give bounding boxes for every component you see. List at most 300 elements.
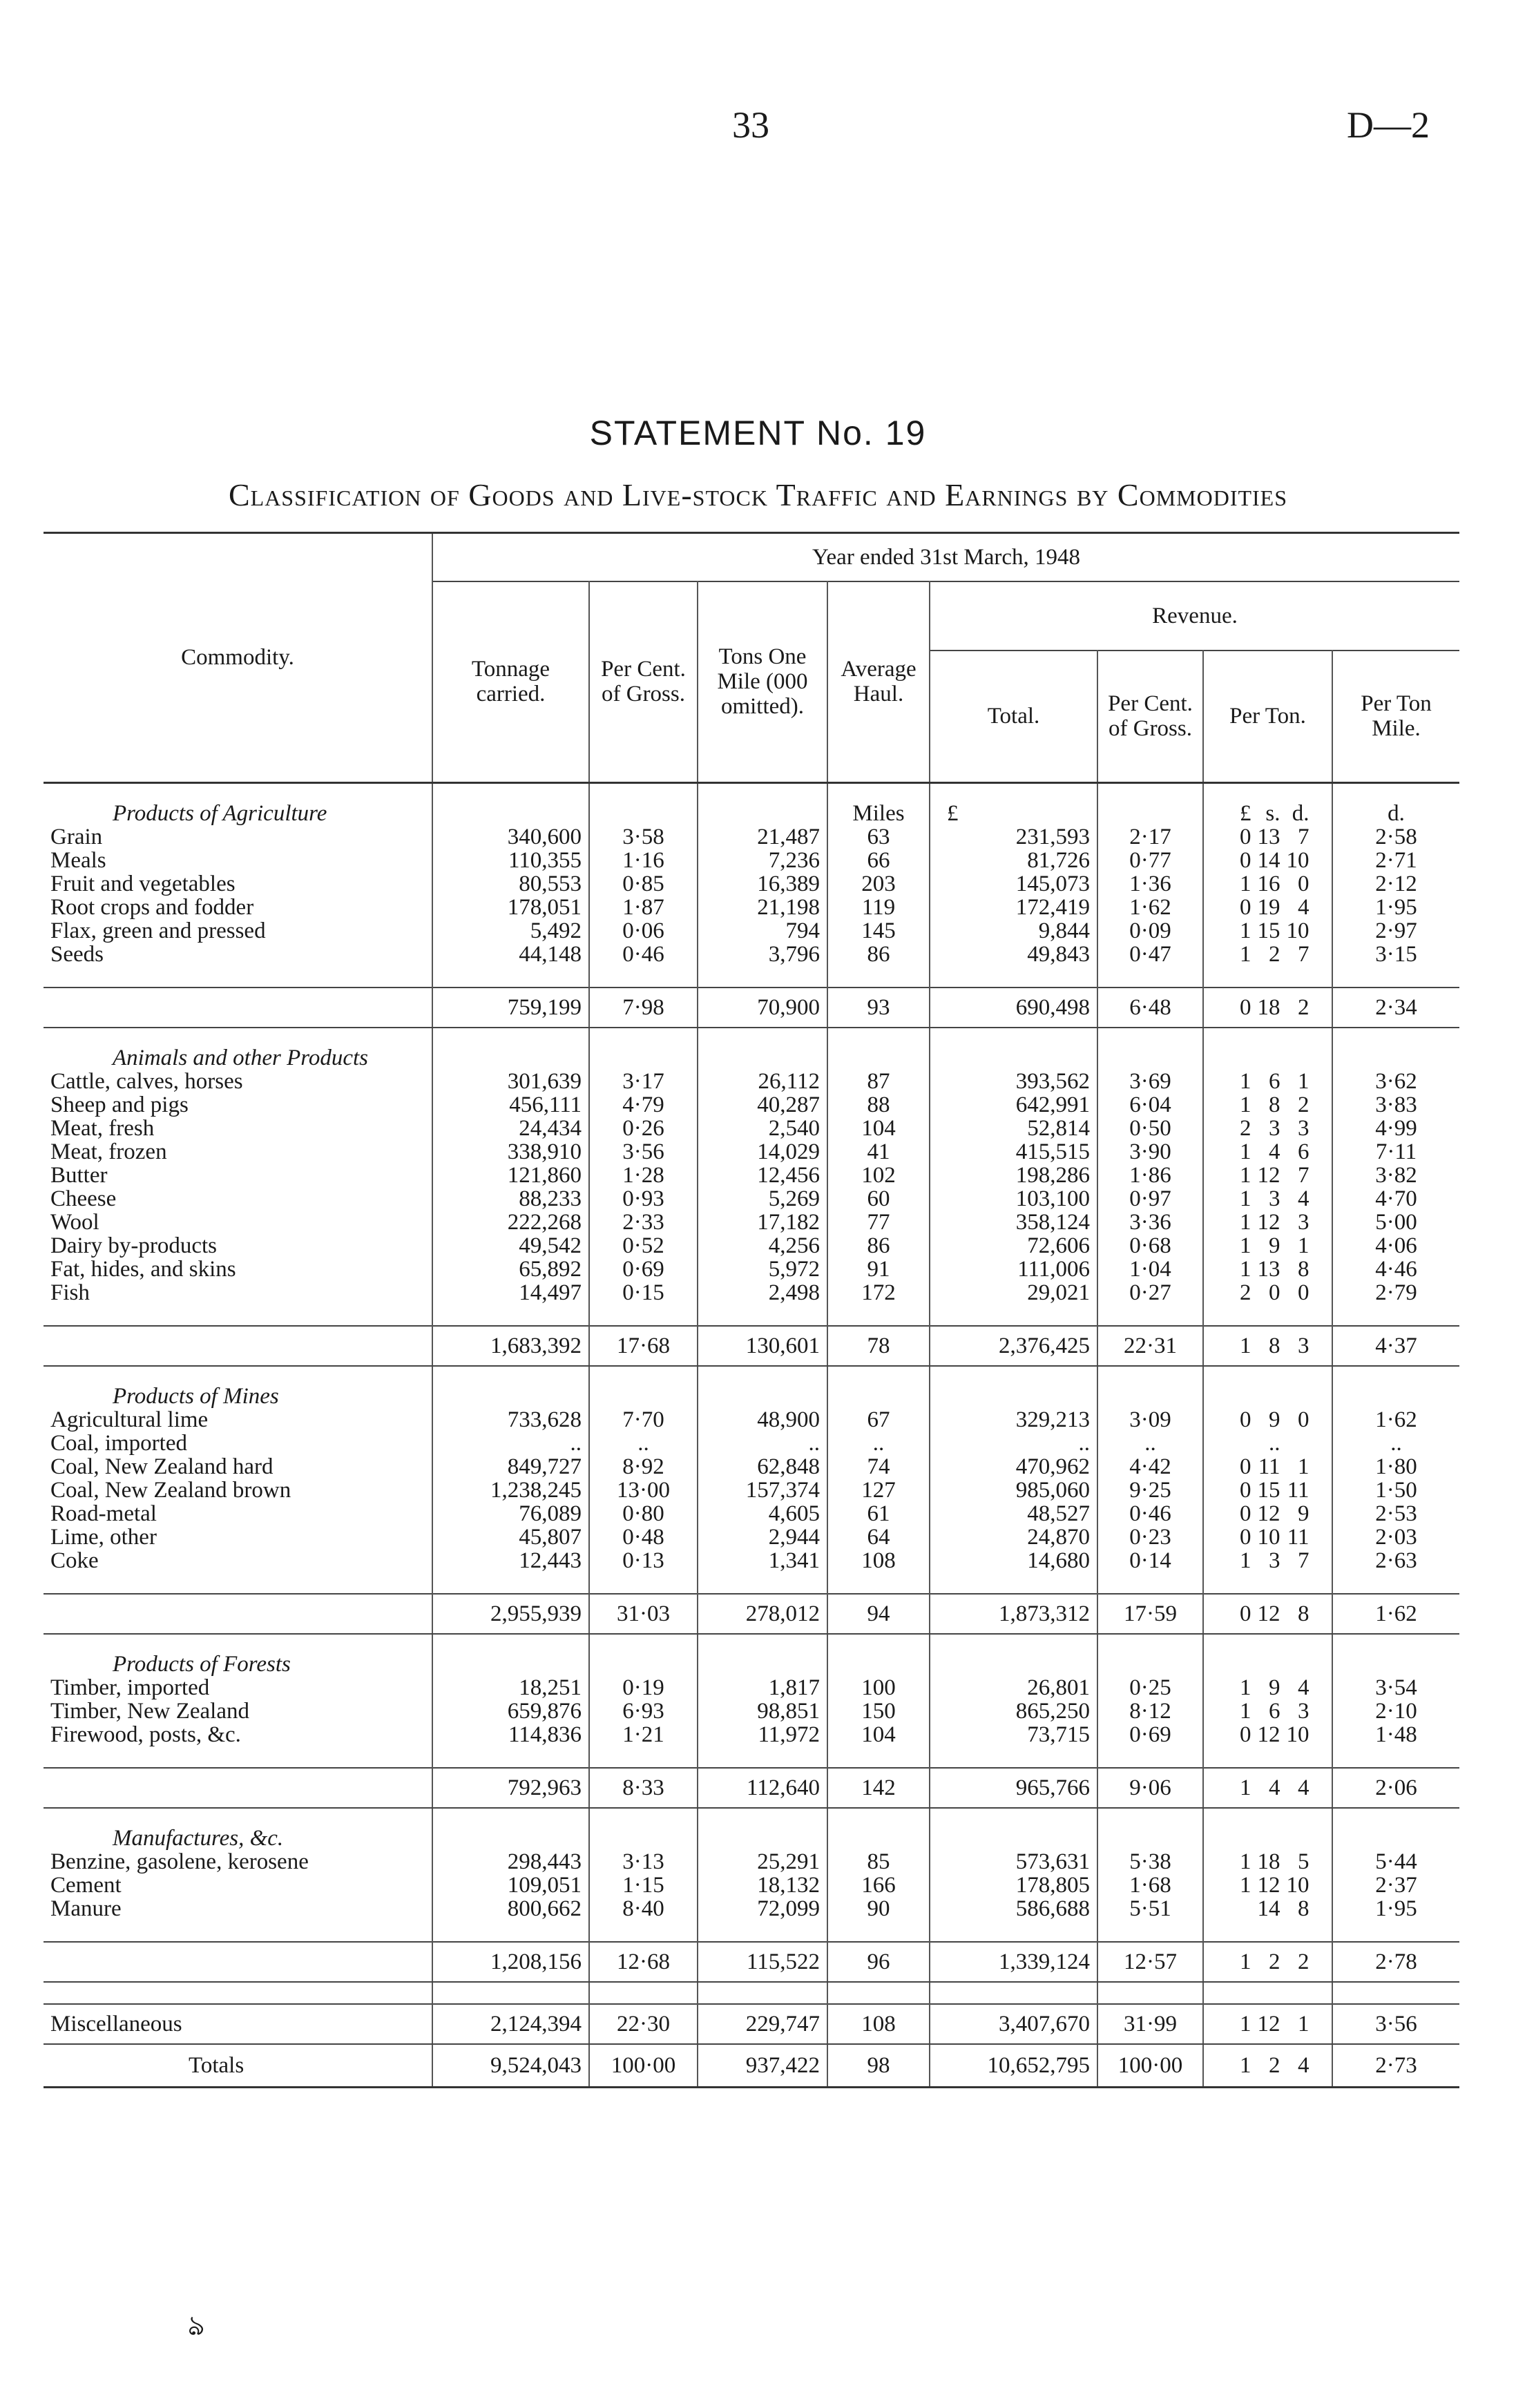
section-title: Manufactures, &c. [113, 1825, 284, 1850]
revenue-total-cell: 2,376,425 [930, 1326, 1097, 1366]
revenue-total-cell: 470,962 [930, 1455, 1097, 1478]
per-ton-cell [1203, 1117, 1332, 1140]
shillings-value: 2 [1269, 1949, 1280, 1974]
table-row [44, 872, 1459, 896]
tons-one-mile-cell: 115,522 [698, 1942, 827, 1982]
shillings-value: 12 [1257, 1601, 1280, 1626]
commodity-name: Fat, hides, and skins [50, 1257, 236, 1281]
unit-pounds: £ [930, 782, 1097, 825]
table-row [44, 1117, 1459, 1140]
per-cent-gross-cell: 3·56 [589, 1140, 698, 1164]
unit-miles: Miles [827, 782, 930, 825]
shillings-value: 6 [1269, 1069, 1280, 1093]
per-ton-mile-cell: 7·11 [1332, 1140, 1459, 1164]
per-cent-gross-cell: 8·40 [589, 1897, 698, 1920]
per-cent-gross-cell: 0·19 [589, 1676, 698, 1699]
average-haul-cell: 93 [827, 988, 930, 1028]
header-per-ton: Per Ton. [1203, 651, 1332, 782]
pounds-value: 1 [1240, 1210, 1251, 1234]
table-row [44, 1281, 1459, 1304]
per-ton-cell [1203, 1211, 1332, 1234]
pounds-value: 1 [1240, 1069, 1251, 1093]
unit-l: £ [1240, 800, 1251, 825]
commodity-cell [44, 1897, 432, 1920]
per-cent-gross-cell: 4·79 [589, 1093, 698, 1117]
revenue-per-cent-cell: 3·36 [1097, 1211, 1203, 1234]
commodity-name: Fruit and vegetables [50, 871, 236, 896]
tons-one-mile-cell: 48,900 [698, 1408, 827, 1432]
pounds-value: 1 [1240, 1548, 1251, 1572]
revenue-total-cell: 231,593 [930, 825, 1097, 849]
per-cent-gross-cell: 0·26 [589, 1117, 698, 1140]
tons-one-mile-cell: 5,269 [698, 1187, 827, 1211]
commodity-cell [44, 1502, 432, 1525]
miscellaneous-row [44, 2004, 1459, 2044]
commodity-name: Flax, green and pressed [50, 918, 266, 943]
revenue-per-cent-cell: 2·17 [1097, 825, 1203, 849]
per-ton-mile-cell: 2·71 [1332, 849, 1459, 872]
tons-one-mile-cell: 794 [698, 919, 827, 943]
header-tons-one-mile: Tons One Mile (000 omitted). [698, 581, 827, 782]
tonnage-cell: 456,111 [432, 1093, 589, 1117]
pounds-value [1227, 1432, 1251, 1455]
per-ton-cell [1203, 1768, 1332, 1808]
shillings-value: 10 [1257, 1525, 1280, 1549]
table-row [44, 1093, 1459, 1117]
revenue-per-cent-cell: 100·00 [1097, 2044, 1203, 2088]
per-cent-gross-cell: .. [589, 1432, 698, 1455]
unit-pence: d. [1332, 782, 1459, 825]
header-year: Year ended 31st March, 1948 [432, 533, 1459, 581]
pence-value: 1 [1298, 1069, 1309, 1093]
table-row [44, 896, 1459, 919]
subtotal-row [44, 1594, 1459, 1634]
table-row [44, 1211, 1459, 1234]
header-average-haul: Average Haul. [827, 581, 930, 782]
per-ton-cell [1203, 1258, 1332, 1281]
revenue-total-cell: 198,286 [930, 1164, 1097, 1187]
section-title: Products of Agriculture [113, 800, 327, 825]
commodity-cell [44, 1525, 432, 1549]
pounds-value: 0 [1240, 1722, 1251, 1746]
average-haul-cell: 104 [827, 1723, 930, 1746]
page-number: 33 [732, 104, 769, 146]
per-ton-cell [1203, 1281, 1332, 1304]
average-haul-cell: 108 [827, 1549, 930, 1572]
commodity-name: Meals [50, 848, 106, 872]
tonnage-cell: 1,238,245 [432, 1478, 589, 1502]
per-ton-cell [1203, 1594, 1332, 1634]
tonnage-cell: 5,492 [432, 919, 589, 943]
revenue-per-cent-cell: 5·51 [1097, 1897, 1203, 1920]
tonnage-cell: 338,910 [432, 1140, 589, 1164]
pounds-value: 1 [1240, 1949, 1251, 1974]
subtotal-row [44, 1942, 1459, 1982]
tonnage-cell: 121,860 [432, 1164, 589, 1187]
revenue-total-cell: 3,407,670 [930, 2004, 1097, 2044]
revenue-per-cent-cell: 6·04 [1097, 1093, 1203, 1117]
revenue-per-cent-cell: 0·46 [1097, 1502, 1203, 1525]
per-ton-mile-cell: 4·99 [1332, 1117, 1459, 1140]
per-cent-gross-cell: 0·48 [589, 1525, 698, 1549]
average-haul-cell: 63 [827, 825, 930, 849]
tons-one-mile-cell: 937,422 [698, 2044, 827, 2088]
tons-one-mile-cell: 26,112 [698, 1070, 827, 1093]
per-cent-gross-cell: 0·15 [589, 1281, 698, 1304]
table-row [44, 1164, 1459, 1187]
revenue-per-cent-cell: 6·48 [1097, 988, 1203, 1028]
per-cent-gross-cell: 12·68 [589, 1942, 698, 1982]
per-ton-mile-cell: 5·44 [1332, 1850, 1459, 1874]
tonnage-cell: 14,497 [432, 1281, 589, 1304]
header-per-ton-mile: Per Ton Mile. [1332, 651, 1459, 782]
per-cent-gross-cell: 0·69 [589, 1258, 698, 1281]
revenue-per-cent-cell: 12·57 [1097, 1942, 1203, 1982]
revenue-total-cell: 73,715 [930, 1723, 1097, 1746]
tonnage-cell: 45,807 [432, 1525, 589, 1549]
table-row [44, 1525, 1459, 1549]
commodity-traffic-table [44, 532, 1459, 2088]
revenue-per-cent-cell: 0·68 [1097, 1234, 1203, 1258]
per-ton-mile-cell: 2·79 [1332, 1281, 1459, 1304]
commodity-cell [44, 896, 432, 919]
average-haul-cell: 91 [827, 1258, 930, 1281]
revenue-per-cent-cell: 17·59 [1097, 1594, 1203, 1634]
pounds-value: 1 [1240, 871, 1251, 896]
shillings-value: 14 [1257, 848, 1280, 872]
pounds-value: 1 [1240, 1092, 1251, 1117]
pounds-value: 0 [1240, 825, 1251, 849]
tonnage-cell: 88,233 [432, 1187, 589, 1211]
pounds-value: 2 [1240, 1280, 1251, 1304]
pounds-value: 1 [1240, 918, 1251, 943]
revenue-per-cent-cell: 0·14 [1097, 1549, 1203, 1572]
section-title: Animals and other Products [113, 1045, 369, 1070]
tonnage-cell: 110,355 [432, 849, 589, 872]
commodity-cell [44, 849, 432, 872]
per-ton-cell [1203, 2004, 1332, 2044]
pounds-value: 0 [1240, 848, 1251, 872]
per-ton-cell [1203, 1432, 1332, 1455]
revenue-total-cell: 865,250 [930, 1699, 1097, 1723]
pounds-value: 0 [1240, 1407, 1251, 1432]
pence-value [1285, 1432, 1309, 1455]
commodity-cell [44, 943, 432, 966]
revenue-total-cell: 111,006 [930, 1258, 1097, 1281]
shillings-value: 15 [1257, 1478, 1280, 1502]
pence-value: 2 [1298, 1092, 1309, 1117]
per-ton-mile-cell: 3·62 [1332, 1070, 1459, 1093]
average-haul-cell: 145 [827, 919, 930, 943]
per-cent-gross-cell: 31·03 [589, 1594, 698, 1634]
revenue-total-cell: 1,339,124 [930, 1942, 1097, 1982]
revenue-per-cent-cell: 1·04 [1097, 1258, 1203, 1281]
pounds-value: 1 [1240, 2052, 1251, 2078]
revenue-per-cent-cell: 0·09 [1097, 919, 1203, 943]
pounds-value: 1 [1240, 1699, 1251, 1723]
per-ton-cell [1203, 919, 1332, 943]
unit-psd [1203, 782, 1332, 825]
pence-value: 9 [1298, 1501, 1309, 1525]
average-haul-cell: 85 [827, 1850, 930, 1874]
shillings-value: 13 [1257, 825, 1280, 849]
revenue-total-cell: 9,844 [930, 919, 1097, 943]
stray-mark: ঌ [188, 2310, 205, 2341]
tons-one-mile-cell: 72,099 [698, 1897, 827, 1920]
shillings-value: 12 [1257, 1501, 1280, 1525]
table-row [44, 943, 1459, 966]
shillings-value: 2 [1269, 2052, 1280, 2078]
per-cent-gross-cell: 0·52 [589, 1234, 698, 1258]
revenue-total-cell: 52,814 [930, 1117, 1097, 1140]
tons-one-mile-cell: 130,601 [698, 1326, 827, 1366]
tonnage-cell: 9,524,043 [432, 2044, 589, 2088]
pounds-value: 1 [1240, 2011, 1251, 2036]
table-row [44, 1549, 1459, 1572]
pence-value: 4 [1298, 1775, 1309, 1800]
per-cent-gross-cell: 0·93 [589, 1187, 698, 1211]
pounds-value: 0 [1240, 895, 1251, 919]
pounds-value: 0 [1240, 994, 1251, 1020]
tonnage-cell: 65,892 [432, 1258, 589, 1281]
table-row [44, 1408, 1459, 1432]
per-cent-gross-cell: 3·58 [589, 825, 698, 849]
per-ton-cell [1203, 849, 1332, 872]
revenue-per-cent-cell: 0·97 [1097, 1187, 1203, 1211]
revenue-total-cell: 49,843 [930, 943, 1097, 966]
revenue-total-cell: 48,527 [930, 1502, 1097, 1525]
per-cent-gross-cell: 2·33 [589, 1211, 698, 1234]
pence-value: 1 [1298, 1233, 1309, 1258]
per-ton-cell [1203, 1234, 1332, 1258]
per-ton-mile-cell: 3·82 [1332, 1164, 1459, 1187]
tonnage-cell: 49,542 [432, 1234, 589, 1258]
commodity-name: Miscellaneous [44, 2004, 432, 2044]
pence-value: 2 [1298, 994, 1309, 1020]
pence-value: 4 [1298, 895, 1309, 919]
commodity-name: Butter [50, 1163, 108, 1187]
average-haul-cell: 142 [827, 1768, 930, 1808]
commodity-name: Meat, frozen [50, 1139, 167, 1164]
table-row [44, 1258, 1459, 1281]
subtotal-row [44, 988, 1459, 1028]
table-row [44, 1070, 1459, 1093]
pence-value: 7 [1298, 1548, 1309, 1572]
per-ton-mile-cell: 4·37 [1332, 1326, 1459, 1366]
revenue-total-cell: 415,515 [930, 1140, 1097, 1164]
tonnage-cell: 76,089 [432, 1502, 589, 1525]
per-ton-mile-cell: 4·46 [1332, 1258, 1459, 1281]
tons-one-mile-cell: 21,198 [698, 896, 827, 919]
per-ton-mile-cell: 1·62 [1332, 1408, 1459, 1432]
per-cent-gross-cell: 0·80 [589, 1502, 698, 1525]
pounds-value: 1 [1240, 1675, 1251, 1699]
per-ton-cell [1203, 872, 1332, 896]
table-row [44, 1723, 1459, 1746]
pence-value: 3 [1298, 1210, 1309, 1234]
pounds-value: 0 [1240, 1525, 1251, 1549]
shillings-value: 16 [1257, 871, 1280, 896]
average-haul-cell: 96 [827, 1942, 930, 1982]
tonnage-cell: 178,051 [432, 896, 589, 919]
commodity-name: Meat, fresh [50, 1116, 155, 1140]
section-header-row [44, 1808, 1459, 1850]
tons-one-mile-cell: 18,132 [698, 1874, 827, 1897]
pence-value: 0 [1298, 1280, 1309, 1304]
commodity-cell [44, 825, 432, 849]
tonnage-cell: 792,963 [432, 1768, 589, 1808]
shillings-value: 4 [1269, 1775, 1280, 1800]
revenue-total-cell: 29,021 [930, 1281, 1097, 1304]
average-haul-cell: 90 [827, 1897, 930, 1920]
commodity-cell [44, 1140, 432, 1164]
tonnage-cell: 109,051 [432, 1874, 589, 1897]
revenue-per-cent-cell: 3·09 [1097, 1408, 1203, 1432]
per-ton-cell [1203, 1187, 1332, 1211]
per-ton-cell [1203, 1070, 1332, 1093]
per-ton-cell [1203, 2044, 1332, 2088]
per-ton-mile-cell: 1·48 [1332, 1723, 1459, 1746]
average-haul-cell: 74 [827, 1455, 930, 1478]
pence-value: 4 [1298, 1675, 1309, 1699]
tons-one-mile-cell: 21,487 [698, 825, 827, 849]
per-ton-mile-cell: 2·10 [1332, 1699, 1459, 1723]
average-haul-cell: 88 [827, 1093, 930, 1117]
pence-value: 10 [1286, 848, 1309, 872]
commodity-name: Timber, New Zealand [50, 1699, 249, 1723]
revenue-per-cent-cell: 1·62 [1097, 896, 1203, 919]
per-ton-cell [1203, 1699, 1332, 1723]
commodity-name: Sheep and pigs [50, 1092, 189, 1117]
shillings-value: 3 [1269, 1186, 1280, 1211]
commodity-cell [44, 1874, 432, 1897]
pounds-value: 1 [1240, 1873, 1251, 1897]
per-cent-gross-cell: 0·46 [589, 943, 698, 966]
commodity-cell [44, 872, 432, 896]
commodity-cell [44, 1432, 432, 1455]
shillings-value: 9 [1269, 1233, 1280, 1258]
per-ton-mile-cell: 2·73 [1332, 2044, 1459, 2088]
shillings-value: 6 [1269, 1699, 1280, 1723]
commodity-name: Agricultural lime [50, 1407, 209, 1432]
revenue-total-cell: 642,991 [930, 1093, 1097, 1117]
tonnage-cell: 849,727 [432, 1455, 589, 1478]
commodity-name: Fish [50, 1280, 90, 1304]
average-haul-cell: 150 [827, 1699, 930, 1723]
average-haul-cell: 86 [827, 1234, 930, 1258]
average-haul-cell: 94 [827, 1594, 930, 1634]
tonnage-cell: 800,662 [432, 1897, 589, 1920]
commodity-cell [44, 1117, 432, 1140]
commodity-name: Cattle, calves, horses [50, 1069, 243, 1093]
per-ton-mile-cell: 2·34 [1332, 988, 1459, 1028]
revenue-per-cent-cell: 1·86 [1097, 1164, 1203, 1187]
tonnage-cell: 659,876 [432, 1699, 589, 1723]
commodity-name: Grain [50, 825, 103, 849]
table-row [44, 1432, 1459, 1455]
revenue-per-cent-cell: 0·23 [1097, 1525, 1203, 1549]
revenue-total-cell: .. [930, 1432, 1097, 1455]
commodity-name: Seeds [50, 942, 104, 966]
shillings-value: 8 [1269, 1092, 1280, 1117]
per-ton-cell [1203, 1850, 1332, 1874]
revenue-per-cent-cell: 0·69 [1097, 1723, 1203, 1746]
per-ton-cell [1203, 1897, 1332, 1920]
per-cent-gross-cell: 7·98 [589, 988, 698, 1028]
revenue-total-cell: 178,805 [930, 1874, 1097, 1897]
commodity-name: Cement [50, 1873, 122, 1897]
per-ton-mile-cell: 3·54 [1332, 1676, 1459, 1699]
pence-value: 11 [1287, 1478, 1309, 1502]
revenue-total-cell: 81,726 [930, 849, 1097, 872]
commodity-name: Timber, imported [50, 1675, 210, 1699]
commodity-cell [44, 1723, 432, 1746]
header-total: Total. [930, 651, 1097, 782]
pounds-value: 1 [1240, 1139, 1251, 1164]
pounds-value: 1 [1240, 1849, 1251, 1874]
revenue-total-cell: 10,652,795 [930, 2044, 1097, 2088]
revenue-per-cent-cell: 0·47 [1097, 943, 1203, 966]
statement-subtitle: Classification of Goods and Live-stock Traffic and Earnings by Commodities [228, 477, 1288, 512]
revenue-per-cent-cell: 9·06 [1097, 1768, 1203, 1808]
per-ton-mile-cell: 2·53 [1332, 1502, 1459, 1525]
average-haul-cell: 60 [827, 1187, 930, 1211]
per-cent-gross-cell: 1·21 [589, 1723, 698, 1746]
header-revenue: Revenue. [930, 581, 1459, 651]
section-title: Products of Mines [113, 1383, 279, 1408]
pounds-value: 0 [1240, 1501, 1251, 1525]
tons-one-mile-cell: .. [698, 1432, 827, 1455]
per-ton-cell [1203, 1676, 1332, 1699]
commodity-name: Road-metal [50, 1501, 157, 1525]
per-ton-mile-cell: 3·56 [1332, 2004, 1459, 2044]
revenue-total-cell: 690,498 [930, 988, 1097, 1028]
pence-value: 8 [1298, 1257, 1309, 1281]
pence-value: 4 [1298, 1186, 1309, 1211]
average-haul-cell: 66 [827, 849, 930, 872]
tonnage-cell: 2,955,939 [432, 1594, 589, 1634]
pounds-value: 1 [1240, 1333, 1251, 1358]
per-ton-mile-cell: 1·80 [1332, 1455, 1459, 1478]
revenue-per-cent-cell: 1·36 [1097, 872, 1203, 896]
table-row [44, 1234, 1459, 1258]
revenue-total-cell: 26,801 [930, 1676, 1097, 1699]
pence-value: 7 [1298, 825, 1309, 849]
per-ton-cell [1203, 1093, 1332, 1117]
commodity-cell [44, 1258, 432, 1281]
shillings-value: 14 [1257, 1896, 1280, 1920]
revenue-total-cell: 329,213 [930, 1408, 1097, 1432]
per-cent-gross-cell: 1·87 [589, 896, 698, 919]
per-ton-cell [1203, 1874, 1332, 1897]
revenue-total-cell: 586,688 [930, 1897, 1097, 1920]
shillings-value: 13 [1257, 1257, 1280, 1281]
commodity-cell [44, 1676, 432, 1699]
pence-value: 11 [1287, 1525, 1309, 1549]
table-row [44, 1897, 1459, 1920]
pence-value: 10 [1286, 918, 1309, 943]
per-ton-mile-cell: 2·63 [1332, 1549, 1459, 1572]
pounds-value: 2 [1240, 1116, 1251, 1140]
revenue-per-cent-cell: 1·68 [1097, 1874, 1203, 1897]
per-ton-cell [1203, 1140, 1332, 1164]
commodity-cell [44, 1850, 432, 1874]
revenue-total-cell: 393,562 [930, 1070, 1097, 1093]
tons-one-mile-cell: 1,817 [698, 1676, 827, 1699]
pence-value: 7 [1298, 1163, 1309, 1187]
tons-one-mile-cell: 157,374 [698, 1478, 827, 1502]
tons-one-mile-cell: 1,341 [698, 1549, 827, 1572]
